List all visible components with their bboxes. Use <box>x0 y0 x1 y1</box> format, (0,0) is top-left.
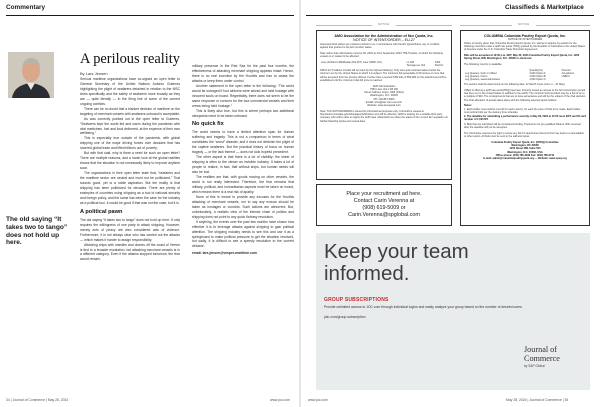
recruitment-ad-box <box>316 184 452 226</box>
article-paragraph: The other aspect is that there is a lot of visibility: the sheer of shipping is often to the viewer an invisible industry. It takes a lot of people to realize, in fact, that without ships, but human needs will also be lost. <box>192 155 294 175</box>
article-byline: By Lars Jensen <box>80 71 108 76</box>
table-cell: Tonnage per Unit <box>406 63 426 67</box>
folio-right: May 28, 2024 | Journal of Commerce | 35 <box>506 398 569 402</box>
article-subhead: No quick fix <box>192 121 224 128</box>
notice-paragraph: The Committee reserves the right to refuse any bid if it determines that such bid may lead to a cancellation or other action. All bids must be sent to the address below. <box>464 131 584 139</box>
table-cell <box>561 78 586 81</box>
notice-contact <box>464 141 586 161</box>
table-row <box>320 64 448 67</box>
contact-line: Office phone: (202) 785-4840 Fax: (202) 785-0741 <box>495 153 555 157</box>
table-cell: Ad-valorem <box>561 71 575 75</box>
article-paragraph: Attacking ships with missiles and drones off the coast of Yemen is tied to a broader escalation, but attacking merchant vessels is in a different category. Even if the attacks stopped tomorrow, the fear would remain. <box>80 242 180 262</box>
group-subscription-promo <box>316 233 590 390</box>
note-item: 2. The deadline for submitting a performance security is May 28, 2024 at 12:00 noon EDT, and ID card number of 1,500 MT. <box>464 115 587 122</box>
issue-date: May 28, 2024 <box>47 398 69 402</box>
table-header: Price/mt <box>561 68 571 72</box>
contact-line: E-mail: admin@columbiapoultryquota.org — Website: www.cpeq.org <box>483 157 567 161</box>
article-paragraph: Another statement in the open letter is the following: “The world would be outraged if four airliners were seized and held hostage with innocent souls on board. Regrettably, there does not seem to be the same response or concern for the four commercial vessels and their crews being held hostage.” <box>192 83 294 108</box>
recruitment-email: Carin.Verenna@spglobal.com <box>348 212 420 218</box>
article-headline: A perilous reality <box>80 51 180 67</box>
article-paragraph: The world seems to have a limited attention span for human suffering and tragedy. This is not a comparison in terms of what constitutes the “worst” disaster, and it does not diminish the plight of the captive seafarers. But the practical history of focus on human tragedy — or the lack thereof — does not look hopeful precedent. <box>192 130 294 155</box>
publication-name: Journal of Commerce <box>529 398 562 402</box>
promo-title: Keep your team informed. <box>324 240 469 285</box>
notice-paragraph: Interested third parties are invited to submit to us, in accordance with the EU Quota Rules, any or conflicts against that granted to the EU member states. <box>320 42 440 50</box>
contact-line: PH: 202-867-5309 <box>373 97 395 101</box>
notice-table <box>320 61 448 67</box>
article-paragraph: None of this is meant to provide any excuses for the Houthis attacking of merchant vessels, nor to say any excuse should be taken as hostages or convicts. Such actions are abhorrent. But, unfortunately, a realistic view of the intense chain of politics and shipping does not point to any quick fix/easy resolution. <box>192 194 294 219</box>
page-number: 34 <box>6 398 10 402</box>
table-cell <box>320 64 406 67</box>
article-paragraph: There can be no doubt that a blanket decision of maritime on the targeting of merchant vessels with seafarers onboard is acceptable. <box>80 106 180 116</box>
table-cell: 4,000 Option B <box>529 74 546 78</box>
article-paragraph: military presence in the Red Sea for the past four months, the effectiveness of attacking merchant shipping appears intact. Hence, there is no real incentive by the Houthis and Iran to cease the attacks or keep them under control. <box>192 64 294 83</box>
notice-label: NOTICE <box>378 23 390 26</box>
author-email: email: lars.jensen@vesper-maritime.com <box>192 251 257 256</box>
promo-text: Provide unlimited access to JOC.com through individual logins and easily analyze your group based on the number of desired users. <box>324 305 523 309</box>
contact-line: E-Mail: amo@site.com-nes.com <box>365 101 403 105</box>
table-cell: 4,000 Option A <box>529 71 546 75</box>
article-paragraph: Serious maritime organizations have co-signed an open letter to General Secretary of the United Nations António Guterres highlighting the plight of seafarers detained in relation to the MSC Aries specifically and the safety of seafarers more broadly as they are — quite literally — in the firing line of some of the current ongoing conflicts. <box>80 77 180 106</box>
author-photo <box>8 52 54 98</box>
notice-paragraph: Bids will be accepted at 12:00 p.m. EDT, May 30, 2024 Columbia Poultry Export Quota, Inc. 1200 Spring Street, NW, Washington, D.C. 20036 or electronic <box>464 53 580 61</box>
contact-line: Washington, DC 20036 <box>511 144 539 148</box>
recruitment-ad-line: Contact Carin Verenna at <box>353 198 415 204</box>
notice-title: COLUMBIA Columbia Poultry Export Quota, Inc. <box>484 34 566 38</box>
notice-paragraph: Take notice that submissions must be 30, 2024 as from September 2024 THE Transfer, to which the following vessels is or related to be affected: <box>320 51 443 59</box>
notice-paragraph: NRCA for 5 Gallons Credits will be rated by the highest bidder(s). Only sure and recorded values below the minimum set by the United States to which it is subject. The minimum bid acceptable is 50 tonnes or more that will be accepted from the price(s) offered. Further than a second SSS bids of 650,000 on the total bid and will be established until the minimum total bid price is reached. <box>320 68 447 82</box>
notice-subtitle: NOTICE OF INTENT/ORDER <box>507 38 543 42</box>
notice-label: NOTICE <box>518 23 530 26</box>
contact-line: 1200 Street NW, Suite 500 <box>509 147 541 151</box>
notice-note: Note: This NOTICE/ORDER is issued for informational purposes only. It should be viewed at http://www.consulate.gov/whitepaper/pdf/notice/ and will be effective. AMO is looking for a suitable third party company who will be able to supply the tariff rates. Meanwhile we share the status of the current EU regulation on Global Standing Quota and annual data. <box>320 109 448 123</box>
table-cell: 4,000 Option C <box>529 77 546 81</box>
table-cell: Leg Quarters, seasoned/cooked <box>465 77 500 81</box>
folio-url-right: www.joc.com <box>308 398 328 402</box>
recruitment-ad-line: Place your recruitment ad here. <box>346 191 422 197</box>
contact-line: 7952 Lane Unit 2 ## 100 <box>370 87 398 91</box>
contact-line: Washington, D.C. 20003 <box>370 94 398 98</box>
article-paragraph: If anything, the events over the past few months have shown how effective it is to leverage attacks against shipping to gain political attention. The shipping industry needs to see this and use it as a springboard to make political pressure to get the situation resolved, but sadly, it is difficult to see a speedy resolution to the current debacle. <box>192 219 294 249</box>
notice-rule <box>316 25 372 26</box>
quota-table <box>464 69 586 81</box>
notice-paragraph: CPEQ is offering a tariff rate quota(TRQ) has been formerly issued an access to the full consumption period has been set in the United States in addition to the tariffs. The minimum bid permitted may be a bid of up to a multiple of $10. The consignments that are to have acceptance and will be the subject of the final decision. The final allocation of quotas takes place with the following selected quota holders. <box>464 88 586 102</box>
logo-line: Commerce <box>524 354 560 363</box>
notice-contact <box>320 85 448 108</box>
page-number: 35 <box>564 398 569 402</box>
table-header: Quantity(mt) <box>529 68 543 72</box>
article-paragraph: As was correctly pointed out in the open letter to Guterres, “Seafarers kept the world fed and warm during the pandemic with vital medicines, fuel and food delivered, at the expense of their own wellbeing.” <box>80 116 180 136</box>
article-paragraph: But with that said, why is there a need for such an open letter? There are multiple reasons, and a harsh look at the global realities shows that the situation is not necessarily likely to improve anytime soon. <box>80 151 180 171</box>
table-cell: Leg Quarters, fresh or chilled <box>465 71 497 75</box>
section-rule-right <box>306 15 594 16</box>
note-item: 3. Bids that are submitted will be considered binding. Preference for pre-qualified bidders. Bids received after the deadline will not be accepted. <box>464 122 581 130</box>
notice-title: AMO Association for the Administration of Nur Quota, Inc. <box>334 34 434 38</box>
logo-byline: by S&P Global <box>524 364 545 368</box>
section-title-commentary: Commentary <box>6 4 46 11</box>
table-cell: LL 033 <box>406 60 415 64</box>
publication-name: Journal of Commerce <box>12 398 45 402</box>
notes-heading: Notes: <box>464 104 472 108</box>
contact-line: Columbia Poultry Export Quota, Inc. (CPEQ) Committee <box>491 140 559 144</box>
amo-notice <box>316 30 452 180</box>
pull-quote: The old saying “It takes two to tango” does not hold up here. <box>6 216 68 247</box>
contact-line: Washington, D.C. 20036, USA <box>507 150 543 154</box>
notice-rule <box>460 25 512 26</box>
notice-rule <box>396 25 452 26</box>
article-paragraph: The realities are that, with goods moving on other vessels, the world is not really interested. Therefore, the fear remains that military, political, and humanitarian aspects must be taken on board, which means there is a real risk of apathy. <box>192 175 294 194</box>
table-cell: Lone (Artbled to Mild/Faslan Fila (P/T) Lane 33300, GO) <box>321 60 382 64</box>
columbia-notice <box>460 30 590 226</box>
article-paragraph: The old saying “It takes two to tango” does not hold up here. It only requires the willingness of one party to attack shipping. However, merely acts of piracy are also considered acts of violence. Furthermore, it is not always clear who has carried out the attacks — which makes it harder to assign responsibility. <box>80 217 180 242</box>
recruitment-phone: (908) 619-5009 or <box>362 205 406 211</box>
joc-logo <box>524 345 580 368</box>
table-cell: 4400 <box>434 60 441 64</box>
folio-left: 34 | Journal of Commerce | May 28, 2024 <box>6 398 69 402</box>
contact-line: Website: www.amoquota.com <box>367 104 401 108</box>
notice-paragraph: The auction shall be determined on the following date: 12 Month Cycle (June 1 – 31 May). <box>464 83 566 87</box>
table-cell: Paid for <box>434 63 444 67</box>
article-subhead: A political pawn <box>80 208 123 215</box>
promo-heading: GROUP SUBSCRIPTIONS <box>324 297 389 303</box>
section-title-classifieds: Classifieds & Marketplace <box>505 4 584 11</box>
article-column-1 <box>80 77 180 389</box>
article-paragraph: This is especially true outside of the pandemic, with global shipping one of the major driving forces over decades that has lowered global trade and lifted billions out of poverty. <box>80 136 180 151</box>
notice-paragraph: The following country is available: <box>464 62 503 66</box>
promo-link[interactable]: join.com/group-subscription <box>324 315 366 319</box>
article-column-2 <box>192 64 294 389</box>
notice-paragraph: Notice is hereby given that, Columbia Poultry Export Quota, Inc. wishes to acquire by auction for the following countries under a tariff rate quota (TRQ) granted by the Republic of Colombia to the United States of America under the U.S.-Colombia Trade Promotion Agreement. <box>464 41 585 52</box>
table-cell: Leg Quarters, frozen <box>465 74 488 78</box>
notice-subtitle: NOTICE OF INTENT/ORDER – EU-27 <box>353 38 415 43</box>
table-cell: US$0.0 <box>561 74 570 78</box>
article-paragraph: This is likely also true, but this is where perhaps two additional viewpoints need to be taken onboard. <box>192 108 294 118</box>
logo-line: Journal of <box>524 345 557 354</box>
section-rule-left <box>6 15 294 16</box>
page-gutter <box>299 0 301 407</box>
table-row <box>464 78 586 81</box>
contact-line: Street Calhoun Grove, M03 (Fibris) <box>364 91 404 95</box>
folio-url-left: www.joc.com <box>270 398 290 402</box>
article-paragraph: The organizations in their open letter state that, “seafarers and the maritime sector are neutral and must not be politicized.” That sounds good, yet is a noble aspiration. But the reality is that shipping has been politicized for decades. There are plenty of examples of countries using shipping as a tool of national security and foreign policy, and the same has been the case for the industry as a political tool. It would be good if that was not the case, but it is. <box>80 171 180 205</box>
contact-line: AMO Administration <box>372 84 396 88</box>
notice-rule <box>536 25 590 26</box>
author-portrait-icon <box>8 52 54 98</box>
issue-date: May 28, 2024 <box>506 398 527 402</box>
note-item: 1. Each bidder must submit one bid for each country, for each the price of bids to be made. Each bidder must submit bids per the delivery time schedule. <box>464 107 581 114</box>
